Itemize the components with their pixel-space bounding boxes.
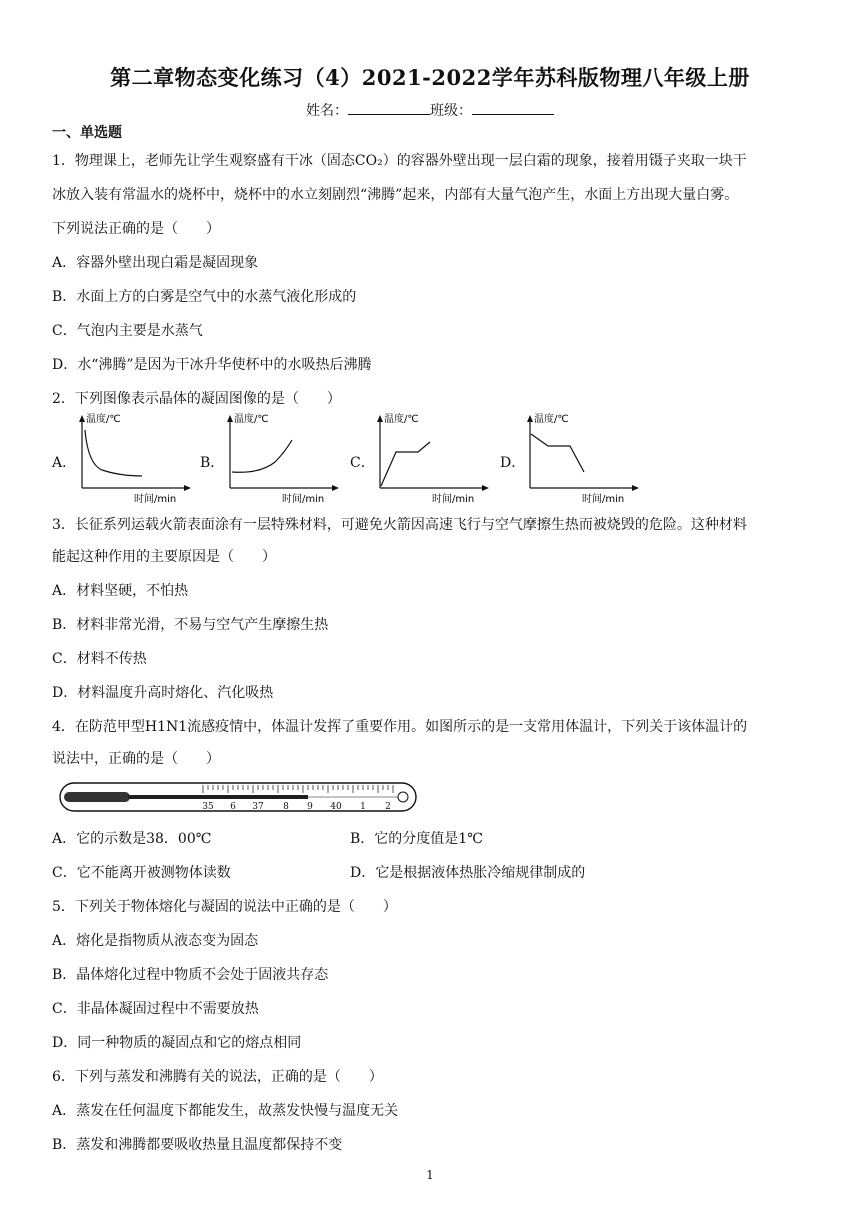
graph-b-svg bbox=[220, 412, 350, 504]
q3-stem-line1: 3．长征系列运载火箭表面涂有一层特殊材料，可避免火箭因高速飞行与空气摩擦生热而被烧毁的危险。这种材料 bbox=[52, 517, 747, 533]
q3-option-d[interactable]: D．材料温度升高时熔化、汽化吸热 bbox=[52, 685, 274, 701]
class-blank[interactable] bbox=[472, 102, 554, 115]
y-arrow bbox=[227, 415, 233, 422]
y-label: 温度/℃ bbox=[534, 414, 569, 425]
q1-option-c[interactable]: C．气泡内主要是水蒸气 bbox=[52, 323, 203, 339]
y-arrow bbox=[527, 415, 533, 422]
thermo-label: 2 bbox=[385, 802, 391, 812]
q2-option-d[interactable] bbox=[500, 412, 650, 507]
thermo-label: 8 bbox=[283, 802, 289, 812]
q4-option-c[interactable]: C．它不能离开被测物体读数 bbox=[52, 865, 231, 881]
q6-stem: 6．下列与蒸发和沸腾有关的说法，正确的是（ ） bbox=[52, 1069, 383, 1085]
q2-stem: 2．下列图像表示晶体的凝固图像的是（ ） bbox=[52, 391, 341, 407]
x-arrow bbox=[482, 485, 489, 491]
thermo-label: 9 bbox=[307, 802, 313, 812]
q4-option-a[interactable]: A．它的示数是38．00℃ bbox=[52, 831, 212, 847]
thermo-label: 1 bbox=[360, 802, 366, 812]
curve-c bbox=[381, 442, 430, 486]
q5-option-a[interactable]: A．熔化是指物质从液态变为固态 bbox=[52, 933, 259, 949]
q3-option-b[interactable]: B．材料非常光滑，不易与空气产生摩擦生热 bbox=[52, 617, 329, 633]
q4-option-b[interactable]: B．它的分度值是1℃ bbox=[350, 831, 483, 847]
x-label: 时间/min bbox=[282, 494, 325, 504]
q3-option-a[interactable]: A．材料坚硬，不怕热 bbox=[52, 583, 189, 599]
q1-stem-line2: 冰放入装有常温水的烧杯中，烧杯中的水立刻剧烈“沸腾”起来，内部有大量气泡产生，水面上方出现大量白雾。 bbox=[52, 187, 739, 203]
q6-option-b[interactable]: B．蒸发和沸腾都要吸收热量且温度都保持不变 bbox=[52, 1137, 343, 1153]
q5-stem: 5．下列关于物体熔化与凝固的说法中正确的是（ ） bbox=[52, 899, 397, 915]
q2-option-b[interactable] bbox=[200, 412, 350, 507]
x-label: 时间/min bbox=[582, 494, 625, 504]
q3-option-c[interactable]: C．材料不传热 bbox=[52, 651, 147, 667]
curve-a bbox=[85, 430, 142, 476]
x-arrow bbox=[332, 485, 339, 491]
q2-letter-d: D． bbox=[500, 455, 526, 471]
thermo-label: 40 bbox=[330, 802, 342, 812]
page-title: 第二章物态变化练习（4）2021-2022学年苏科版物理八年级上册 bbox=[110, 65, 750, 90]
q1-stem-line3: 下列说法正确的是（ ） bbox=[52, 221, 220, 237]
x-arrow bbox=[632, 485, 639, 491]
class-label: 班级： bbox=[430, 103, 472, 119]
q4-stem-line1: 4．在防范甲型H1N1流感疫情中，体温计发挥了重要作用。如图所示的是一支常用体温计，下列关于该体温计的 bbox=[52, 719, 748, 735]
q4-stem-line2: 说法中，正确的是（ ） bbox=[52, 751, 220, 767]
section-heading: 一、单选题 bbox=[52, 125, 122, 141]
thermo-label: 37 bbox=[252, 802, 264, 812]
q5-option-c[interactable]: C．非晶体凝固过程中不需要放热 bbox=[52, 1001, 259, 1017]
q4-option-d[interactable]: D．它是根据液体热胀冷缩规律制成的 bbox=[350, 865, 586, 881]
y-arrow bbox=[377, 415, 383, 422]
q2-letter-b: B． bbox=[200, 455, 225, 471]
q2-letter-c: C． bbox=[350, 455, 375, 471]
q2-letter-a: A． bbox=[52, 455, 77, 471]
thermometer-figure bbox=[58, 780, 422, 818]
y-label: 温度/℃ bbox=[384, 414, 419, 425]
x-label: 时间/min bbox=[432, 494, 475, 504]
q6-option-a[interactable]: A．蒸发在任何温度下都能发生，故蒸发快慢与温度无关 bbox=[52, 1103, 399, 1119]
graph-a-svg bbox=[72, 412, 202, 504]
page-number: 1 bbox=[426, 1168, 434, 1182]
name-label: 姓名： bbox=[306, 103, 348, 119]
name-class-line bbox=[0, 100, 860, 120]
y-label: 温度/℃ bbox=[234, 414, 269, 425]
q1-option-b[interactable]: B．水面上方的白雾是空气中的水蒸气液化形成的 bbox=[52, 289, 357, 305]
name-blank[interactable] bbox=[348, 102, 430, 115]
curve-b bbox=[232, 440, 292, 472]
x-arrow bbox=[184, 485, 191, 491]
graph-c-svg bbox=[370, 412, 500, 504]
q3-stem-line2: 能起这种作用的主要原因是（ ） bbox=[52, 549, 276, 565]
q1-option-a[interactable]: A．容器外壁出现白霜是凝固现象 bbox=[52, 255, 259, 271]
q1-stem-line1: 1．物理课上，老师先让学生观察盛有干冰（固态CO₂）的容器外壁出现一层白霜的现象，接着用镊子夹取一块干 bbox=[52, 153, 747, 169]
q1-option-d[interactable]: D．水“沸腾”是因为干冰升华使杯中的水吸热后沸腾 bbox=[52, 357, 372, 373]
y-label: 温度/℃ bbox=[86, 414, 121, 425]
q5-option-b[interactable]: B．晶体熔化过程中物质不会处于固液共存态 bbox=[52, 967, 329, 983]
q5-option-d[interactable]: D．同一种物质的凝固点和它的熔点相同 bbox=[52, 1035, 302, 1051]
thermometer-bulb bbox=[64, 792, 130, 802]
y-arrow bbox=[79, 415, 85, 422]
curve-d bbox=[531, 434, 584, 472]
thermo-label: 35 bbox=[202, 802, 214, 812]
q2-option-a[interactable] bbox=[52, 412, 202, 507]
q2-option-c[interactable] bbox=[350, 412, 500, 507]
thermo-label: 6 bbox=[230, 802, 236, 812]
x-label: 时间/min bbox=[134, 494, 177, 504]
graph-d-svg bbox=[520, 412, 650, 504]
